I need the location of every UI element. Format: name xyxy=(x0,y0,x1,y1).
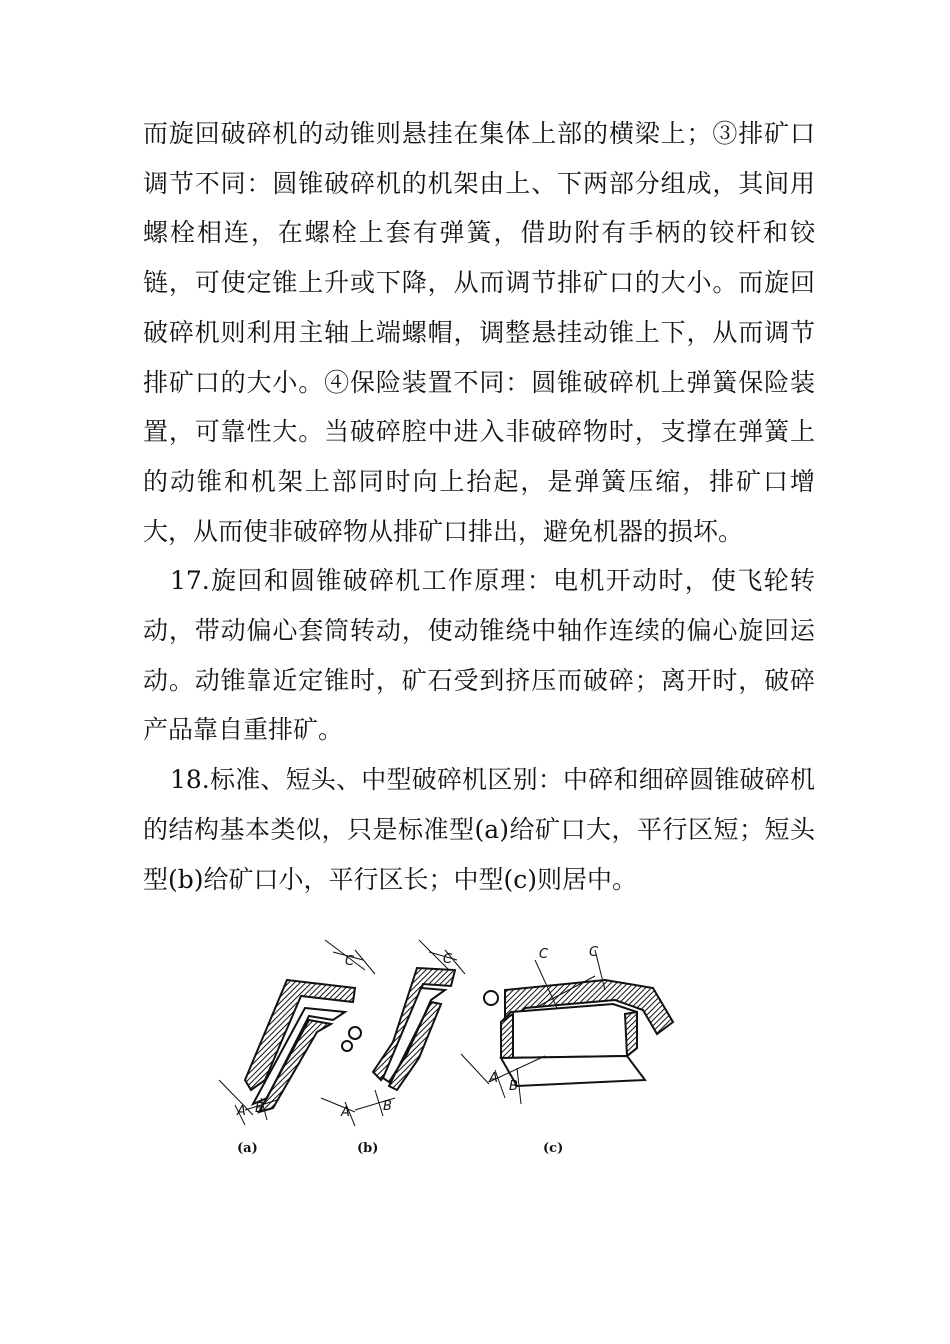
paragraph-17-working-principle: 17.旋回和圆锥破碎机工作原理：电机开动时，使飞轮转动，带动偏心套筒转动，使动锥绕中轴作连续的偏心旋回运动。动锥靠近定锥时，矿石受到挤压而破碎；离开时，破碎产品靠自重排矿。 xyxy=(143,566,815,745)
panel-a-label-c: C xyxy=(345,954,355,969)
panel-c-caption: (c) xyxy=(543,1141,564,1156)
panel-a-label-a: A xyxy=(237,1104,246,1119)
panel-a-label-b: B xyxy=(255,1101,264,1116)
panel-c-label-c2: C xyxy=(589,945,599,960)
paragraph-continuation: 而旋回破碎机的动锥则悬挂在集体上部的横梁上；③排矿口调节不同：圆锥破碎机的机架由上、下两部分组成，其间用螺栓相连，在螺栓上套有弹簧，借助附有手柄的铰杆和铰链，可使定锥上升或下降，从而调节排矿口的大小。而旋回破碎机则利用主轴上端螺帽，调整悬挂动锥上下，从而调节排矿口的大小。④保险装置不同：圆锥破碎机上弹簧保险装置，可靠性大。当破碎腔中进入非破碎物时，支撑在弹簧上的动锥和机架上部同时向上抬起，是弹簧压缩，排矿口增大，从而使非破碎物从排矿口排出，避免机器的损坏。 xyxy=(143,119,815,546)
panel-c-label-a: A xyxy=(489,1071,498,1086)
panel-c-label-c1: C xyxy=(539,947,549,962)
panel-b-label-b: B xyxy=(383,1099,392,1114)
paragraph-18-crusher-types: 18.标准、短头、中型破碎机区别：中碎和细碎圆锥破碎机的结构基本类似，只是标准型(a)给矿口大，平行区短；短头型(b)给矿口小，平行区长；中型(c)则居中。 xyxy=(143,765,815,894)
panel-c-diagram xyxy=(461,945,673,1156)
panel-b-label-c: C xyxy=(443,952,453,967)
panel-b-label-a: A xyxy=(341,1105,350,1120)
body-text xyxy=(143,109,815,904)
panel-b-caption: (b) xyxy=(357,1141,379,1156)
panel-b-diagram xyxy=(321,940,465,1156)
panel-c-label-b: B xyxy=(509,1079,518,1094)
crusher-chamber-drawing xyxy=(205,930,695,1170)
panel-a-caption: (a) xyxy=(237,1141,258,1156)
crusher-chamber-figure xyxy=(205,930,695,1170)
